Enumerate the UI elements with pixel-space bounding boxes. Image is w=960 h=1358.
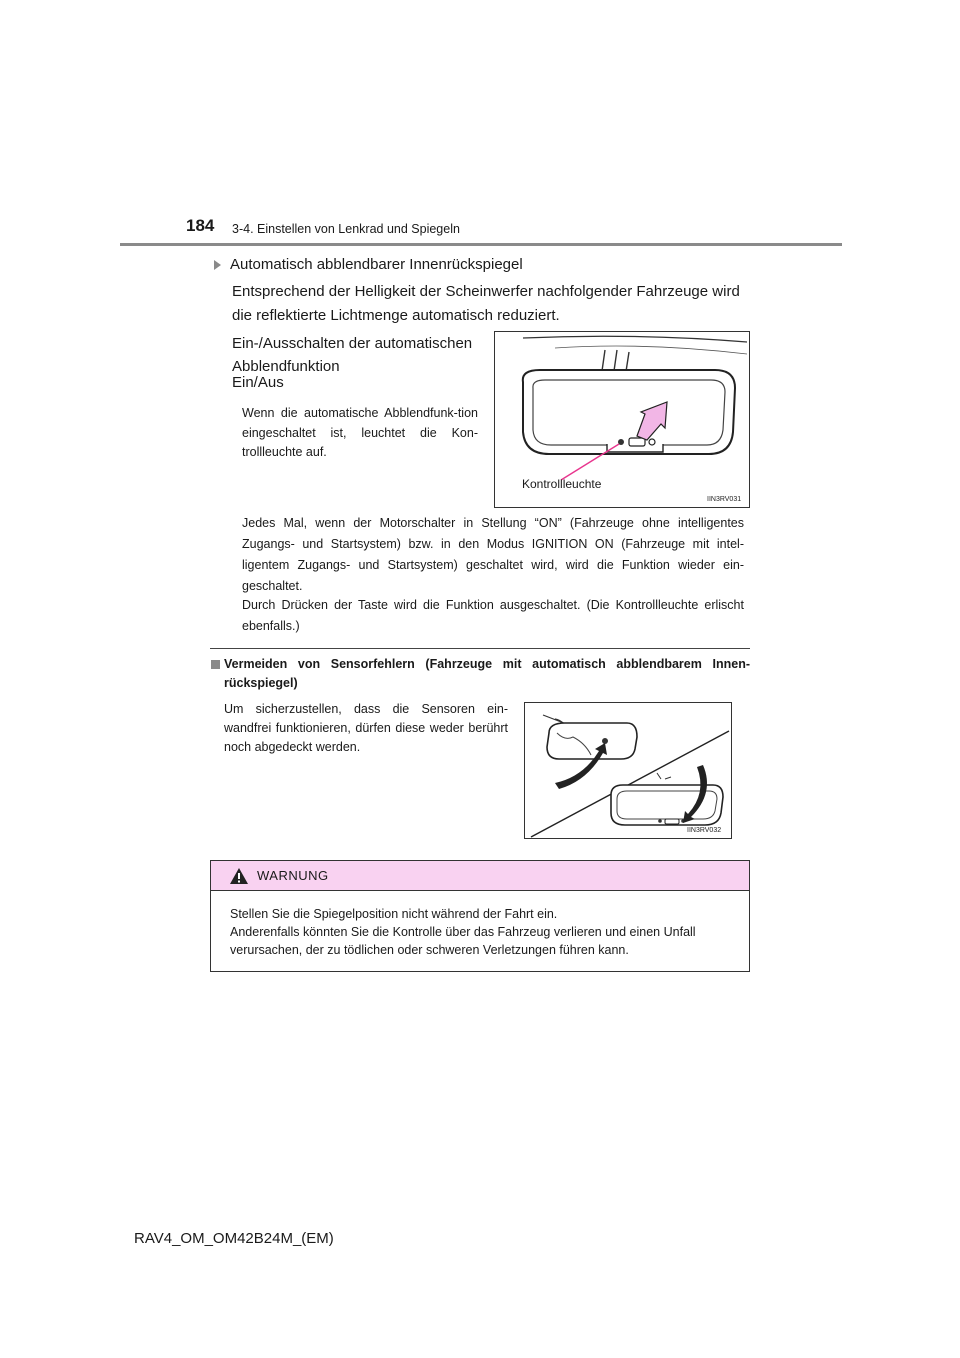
- figure-code: IIN3RV031: [707, 496, 742, 503]
- section-heading: Vermeiden von Sensorfehlern (Fahrzeuge mit automatisch abblendbarem Innen-rückspiegel): [224, 657, 750, 690]
- sensor-paragraph: Um sicherzustellen, dass die Sensoren ein-wandfrei funktionieren, dürfen diese weder berührt noch abgedeckt werden.: [224, 702, 508, 754]
- subheading-text: Automatisch abblendbarer Innenrückspiegel: [230, 256, 523, 273]
- indicator-label: Kontrollleuchte: [522, 477, 602, 491]
- control-title: Ein-/Ausschalten der automatischen Abblendfunktion: [232, 335, 473, 375]
- warning-line: Anderenfalls könnten Sie die Kontrolle über das Fahrzeug verlieren und einen Unfall verursachen, der zu tödlichen oder schweren Verletzungen führen kann.: [230, 925, 696, 957]
- section-title: 3-4. Einstellen von Lenkrad und Spiegeln: [232, 222, 460, 236]
- paragraph: Jedes Mal, wenn der Motorschalter in Stellung “ON” (Fahrzeuge ohne intelligentes Zugangs- und Startsystem) bzw. in den Modus IGNITION ON (Fahrzeuge mit intel-ligentem Zugangs- und Startsystem) geschaltet wird, wird die Funktion wieder ein-geschaltet.: [242, 516, 744, 593]
- page-number: 184: [186, 216, 215, 235]
- footer-code: RAV4_OM_OM42B24M_(EM): [134, 1230, 334, 1247]
- section-divider: [210, 648, 750, 649]
- control-name: Ein/Aus: [232, 374, 284, 391]
- warning-icon: [229, 867, 249, 885]
- warning-title: WARNUNG: [257, 868, 329, 883]
- square-bullet-icon: [211, 660, 220, 669]
- warning-body: [211, 891, 749, 959]
- warning-box: [210, 860, 750, 972]
- intro-paragraph: Entsprechend der Helligkeit der Scheinwerfer nachfolgender Fahrzeuge wird die reflektierte Lichtmenge automatisch reduziert.: [232, 283, 740, 324]
- figure-code: IIN3RV032: [687, 827, 722, 834]
- paragraph: Durch Drücken der Taste wird die Funktion ausgeschaltet. (Die Kontrollleuchte erlischt ebenfalls.): [242, 598, 744, 633]
- warning-line: Stellen Sie die Spiegelposition nicht während der Fahrt ein.: [230, 907, 558, 921]
- subheading: [214, 256, 523, 273]
- warning-header: [211, 861, 749, 891]
- header-rule: [120, 243, 842, 246]
- control-note: Wenn die automatische Abblendfunk-tion eingeschaltet ist, leuchtet die Kon-trollleuchte auf.: [242, 406, 478, 459]
- sensor-illustration: [525, 703, 732, 839]
- sensor-figure: [524, 702, 732, 839]
- triangle-bullet-icon: [214, 260, 221, 270]
